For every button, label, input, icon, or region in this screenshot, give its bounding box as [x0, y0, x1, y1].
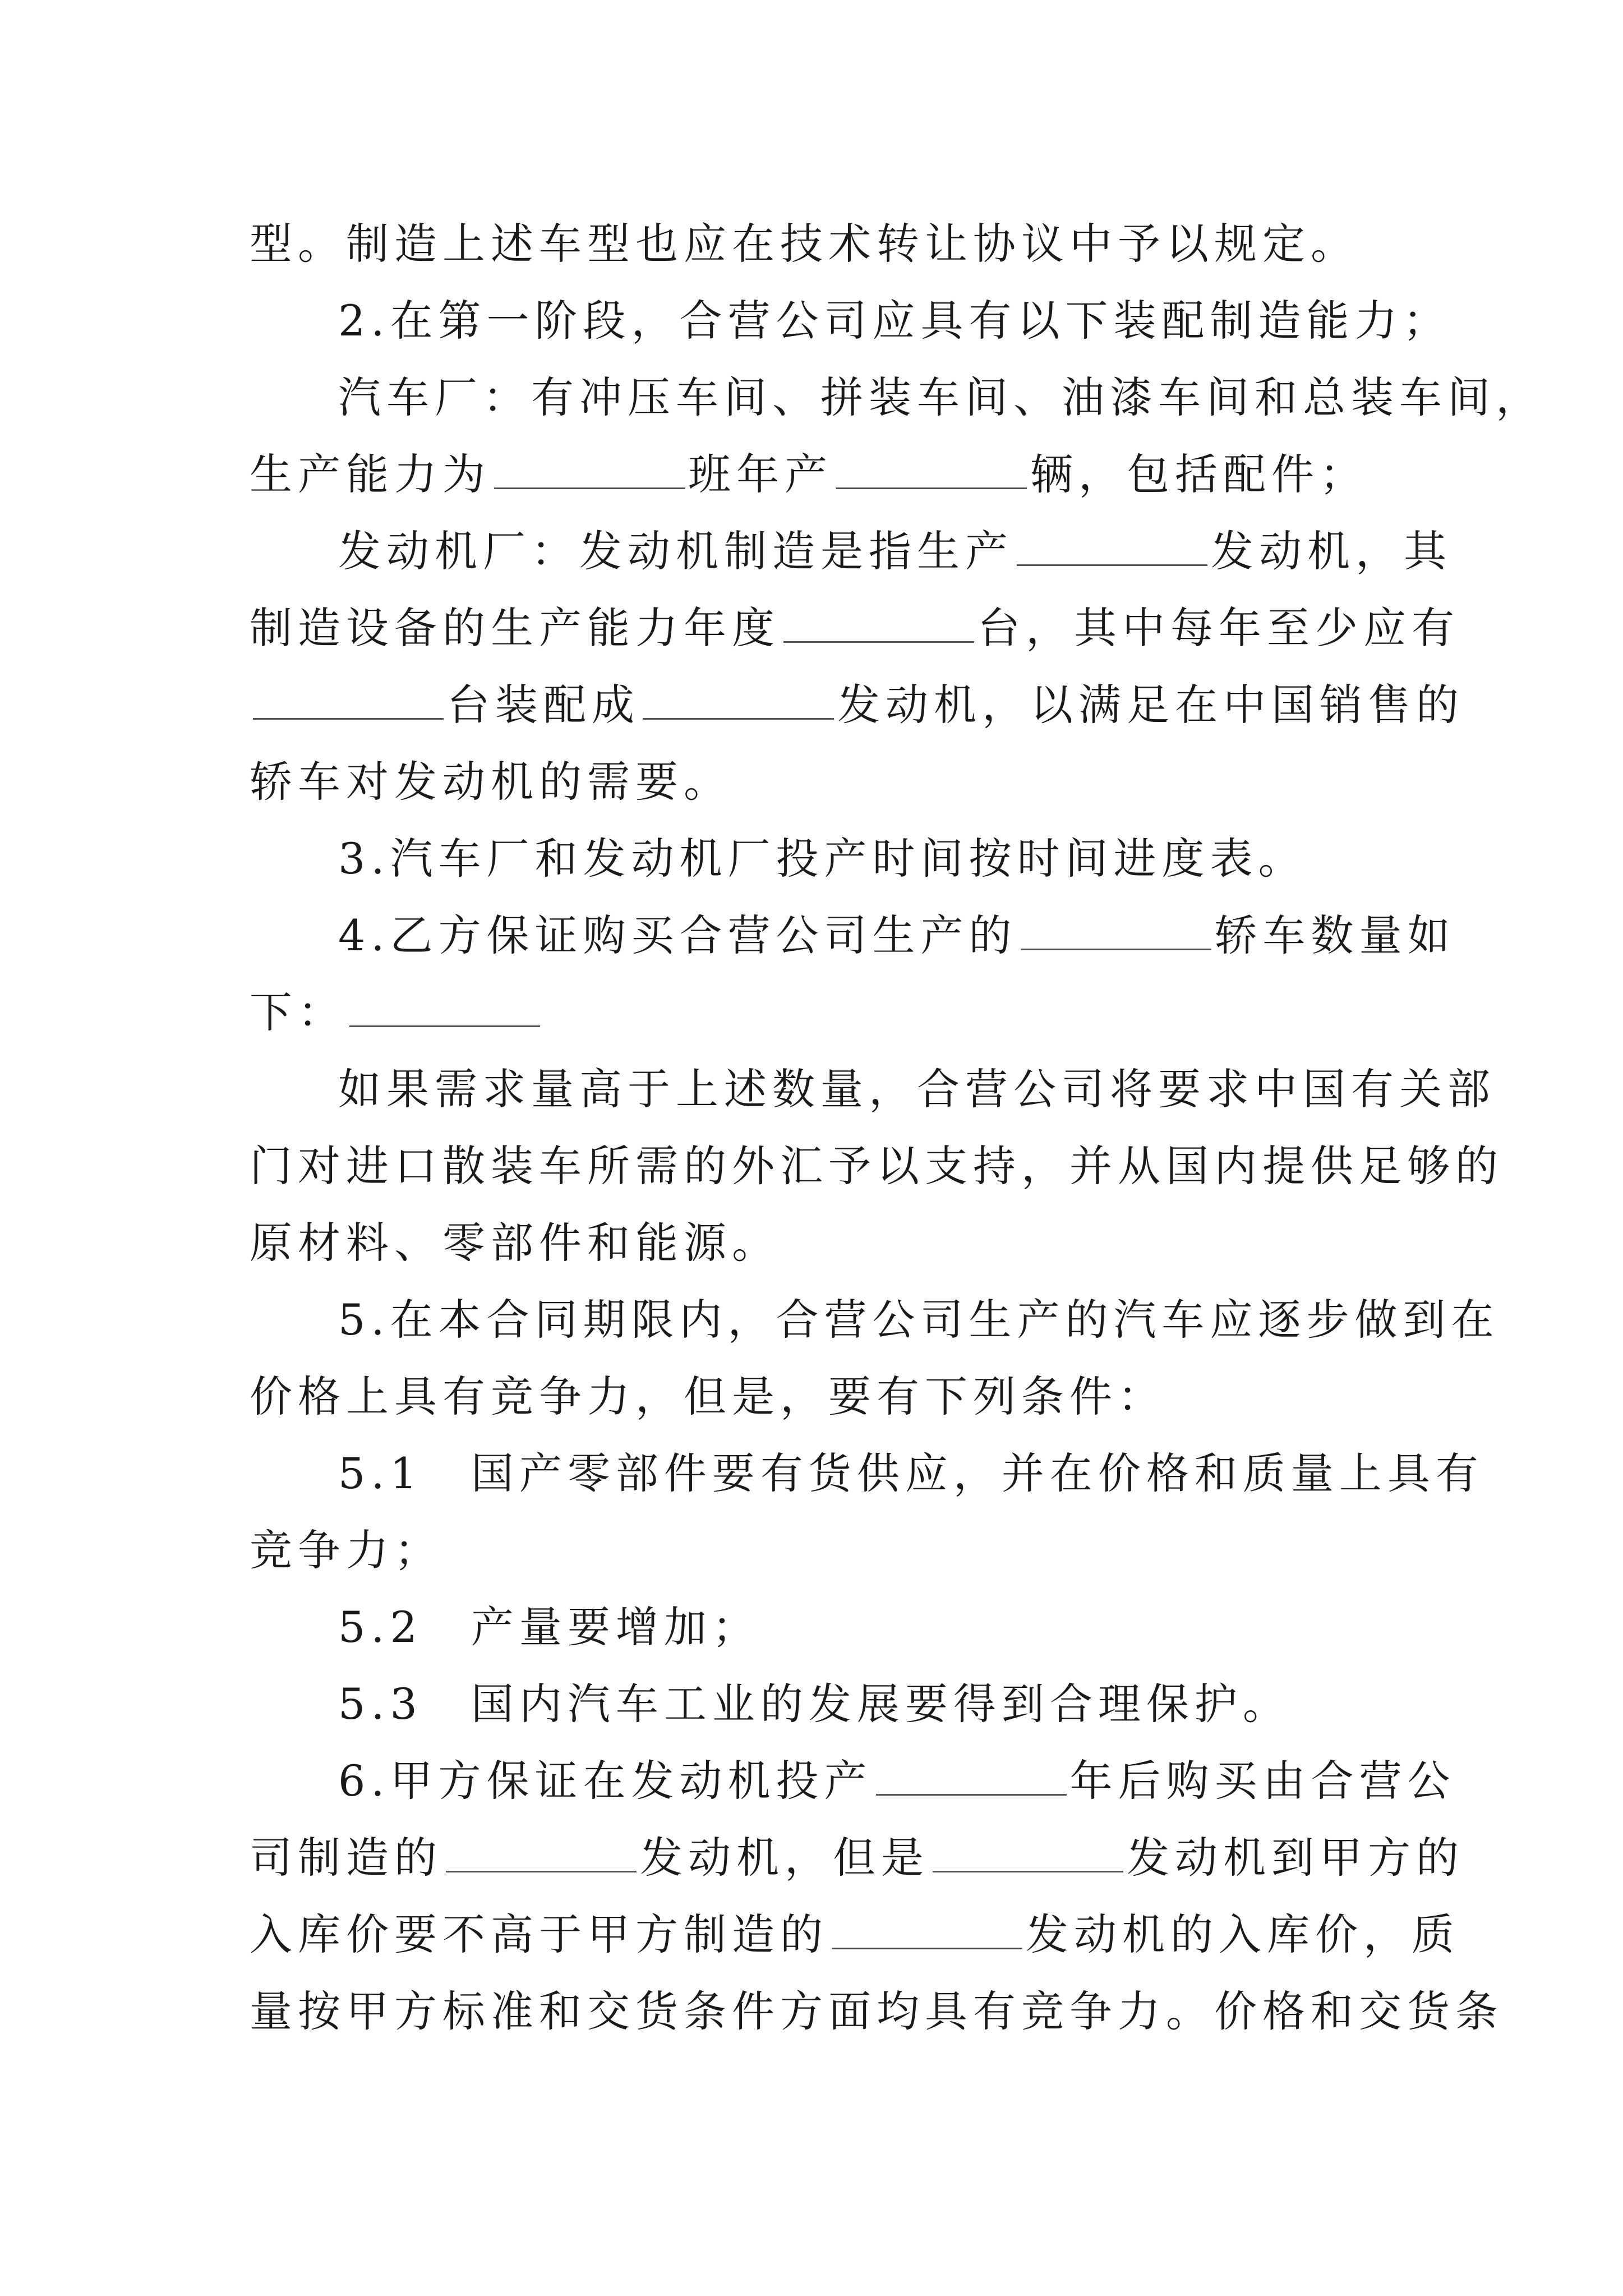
- text-line: [250, 447, 1368, 503]
- text-line: [338, 293, 1451, 349]
- text-segment: 发动机的入库价，质: [1026, 1910, 1460, 1959]
- text-line: [250, 216, 1359, 272]
- fill-in-blank: [832, 1913, 1022, 1949]
- text-line: [250, 1907, 1460, 1963]
- fill-in-blank: [494, 453, 685, 489]
- text-segment: 入库价要不高于甲方制造的: [250, 1910, 828, 1959]
- fill-in-blank: [933, 1836, 1123, 1872]
- text-segment: 发动机厂：发动机制造是指生产: [338, 526, 1013, 576]
- fill-in-blank: [1021, 914, 1211, 950]
- text-segment: 6.甲方保证在发动机投产: [338, 1756, 873, 1806]
- fill-in-blank: [836, 453, 1027, 489]
- text-segment: 竞争力；: [250, 1525, 442, 1575]
- text-line: [338, 370, 1544, 426]
- text-line: [250, 677, 1464, 733]
- fill-in-blank: [876, 1759, 1067, 1796]
- text-segment: 汽车厂：有冲压车间、拼装车间、油漆车间和总装车间，: [338, 372, 1544, 422]
- text-segment: 量按甲方标准和交货条件方面均具有竞争力。价格和交货条: [250, 1986, 1504, 2036]
- text-segment: 辆，包括配件；: [1030, 449, 1368, 499]
- text-segment: 3.汽车厂和发动机厂投产时间按时间进度表。: [338, 834, 1307, 884]
- text-line: [338, 831, 1307, 887]
- text-line: [250, 1830, 1464, 1886]
- fill-in-blank: [349, 991, 540, 1027]
- text-segment: 年后购买由合营公: [1069, 1756, 1456, 1806]
- fill-in-blank: [783, 606, 974, 643]
- fill-in-blank: [1017, 530, 1207, 566]
- text-segment: 门对进口散装车所需的外汇予以支持，并从国内提供足够的: [250, 1141, 1504, 1191]
- text-segment: 生产能力为: [250, 449, 491, 499]
- fill-in-blank: [643, 683, 834, 720]
- text-segment: 台装配成: [447, 680, 640, 730]
- text-segment: 发动机，其: [1211, 526, 1452, 576]
- text-line: [250, 1369, 1166, 1425]
- text-segment: 5.3 国内汽车工业的发展要得到合理保护。: [338, 1679, 1291, 1729]
- text-line: [338, 1753, 1456, 1809]
- text-segment: 原材料、零部件和能源。: [250, 1218, 780, 1268]
- text-line: [250, 1984, 1504, 2040]
- text-segment: 型。制造上述车型也应在技术转让协议中予以规定。: [250, 219, 1359, 269]
- text-segment: 轿车数量如: [1214, 910, 1456, 960]
- text-line: [250, 1215, 780, 1271]
- text-line: [338, 523, 1452, 579]
- text-segment: 轿车对发动机的需要。: [250, 757, 732, 807]
- text-line: [338, 908, 1456, 964]
- text-segment: 2.在第一阶段，合营公司应具有以下装配制造能力；: [338, 296, 1451, 346]
- text-line: [250, 1138, 1504, 1194]
- text-segment: 台，其中每年至少应有: [978, 603, 1460, 653]
- text-segment: 如果需求量高于上述数量，合营公司将要求中国有关部: [338, 1064, 1496, 1114]
- text-line: [338, 1599, 760, 1655]
- text-segment: 司制造的: [250, 1833, 442, 1883]
- text-segment: 4.乙方保证购买合营公司生产的: [338, 910, 1017, 960]
- text-segment: 发动机，但是: [640, 1833, 929, 1883]
- text-segment: 下：: [250, 987, 346, 1037]
- text-line: [250, 600, 1460, 656]
- text-line: [338, 1061, 1496, 1117]
- text-segment: 发动机，以满足在中国销售的: [837, 680, 1464, 730]
- text-segment: 5.1 国产零部件要有货供应，并在价格和质量上具有: [338, 1448, 1484, 1498]
- text-segment: 5.2 产量要增加；: [338, 1602, 760, 1652]
- fill-in-blank: [446, 1836, 637, 1872]
- text-segment: 发动机到甲方的: [1127, 1833, 1464, 1883]
- text-line: [250, 1522, 442, 1579]
- text-line: [338, 1676, 1291, 1732]
- text-segment: 价格上具有竞争力，但是，要有下列条件：: [250, 1372, 1166, 1421]
- text-line: [250, 754, 732, 810]
- text-line: [250, 984, 543, 1041]
- fill-in-blank: [253, 683, 444, 720]
- text-segment: 5.在本合同期限内，合营公司生产的汽车应逐步做到在: [338, 1295, 1500, 1345]
- text-line: [338, 1446, 1484, 1502]
- text-line: [338, 1292, 1500, 1348]
- text-segment: 班年产: [688, 449, 833, 499]
- text-segment: 制造设备的生产能力年度: [250, 603, 780, 653]
